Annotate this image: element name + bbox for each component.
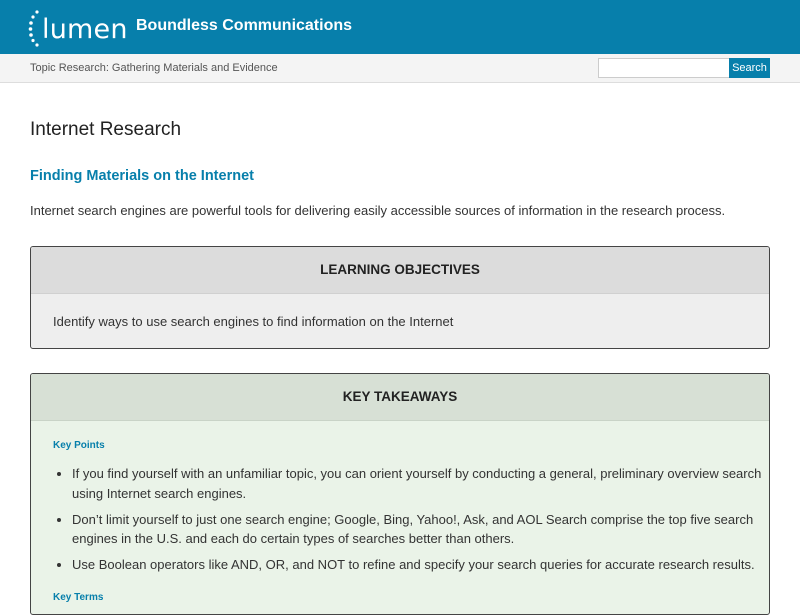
key-points-label: Key Points xyxy=(53,440,105,451)
logo-mark-icon xyxy=(28,8,42,48)
top-header xyxy=(0,0,800,54)
course-title[interactable]: Boundless Communications xyxy=(136,17,353,34)
learning-objective-text: Identify ways to use search engines to find information on the Internet xyxy=(53,314,454,329)
intro-paragraph: Internet search engines are powerful tools for delivering easily accessible sources of information in the research process. xyxy=(30,203,726,218)
lumen-logo[interactable] xyxy=(28,8,128,48)
key-takeaways-box xyxy=(30,373,770,615)
search-input[interactable] xyxy=(598,58,730,78)
breadcrumb[interactable]: Topic Research: Gathering Materials and Evidence xyxy=(30,62,278,74)
key-takeaways-title: KEY TAKEAWAYS xyxy=(31,374,769,421)
learning-objectives-box xyxy=(30,246,770,349)
key-terms-label: Key Terms xyxy=(53,592,104,603)
key-point-item: • Use Boolean operators like AND, OR, and NOT to refine and specify your search queries for accurate research results. xyxy=(72,555,770,575)
key-point-item: • Don’t limit yourself to just one search engine; Google, Bing, Yahoo!, Ask, and AOL Search comprise the top five search engines in the U.S. and each do certain types of searches better than others. xyxy=(72,510,770,549)
search-button[interactable]: Search xyxy=(729,58,770,78)
learning-objectives-title: LEARNING OBJECTIVES xyxy=(31,247,769,294)
page-title: Internet Research xyxy=(30,119,182,140)
breadcrumb-bar xyxy=(0,54,800,83)
key-points-list xyxy=(53,464,770,581)
logo-text: lumen xyxy=(42,14,128,45)
key-point-item: • If you find yourself with an unfamiliar topic, you can orient yourself by conducting a general, preliminary overview search using Internet search engines. xyxy=(72,464,770,503)
section-heading: Finding Materials on the Internet xyxy=(30,168,254,184)
